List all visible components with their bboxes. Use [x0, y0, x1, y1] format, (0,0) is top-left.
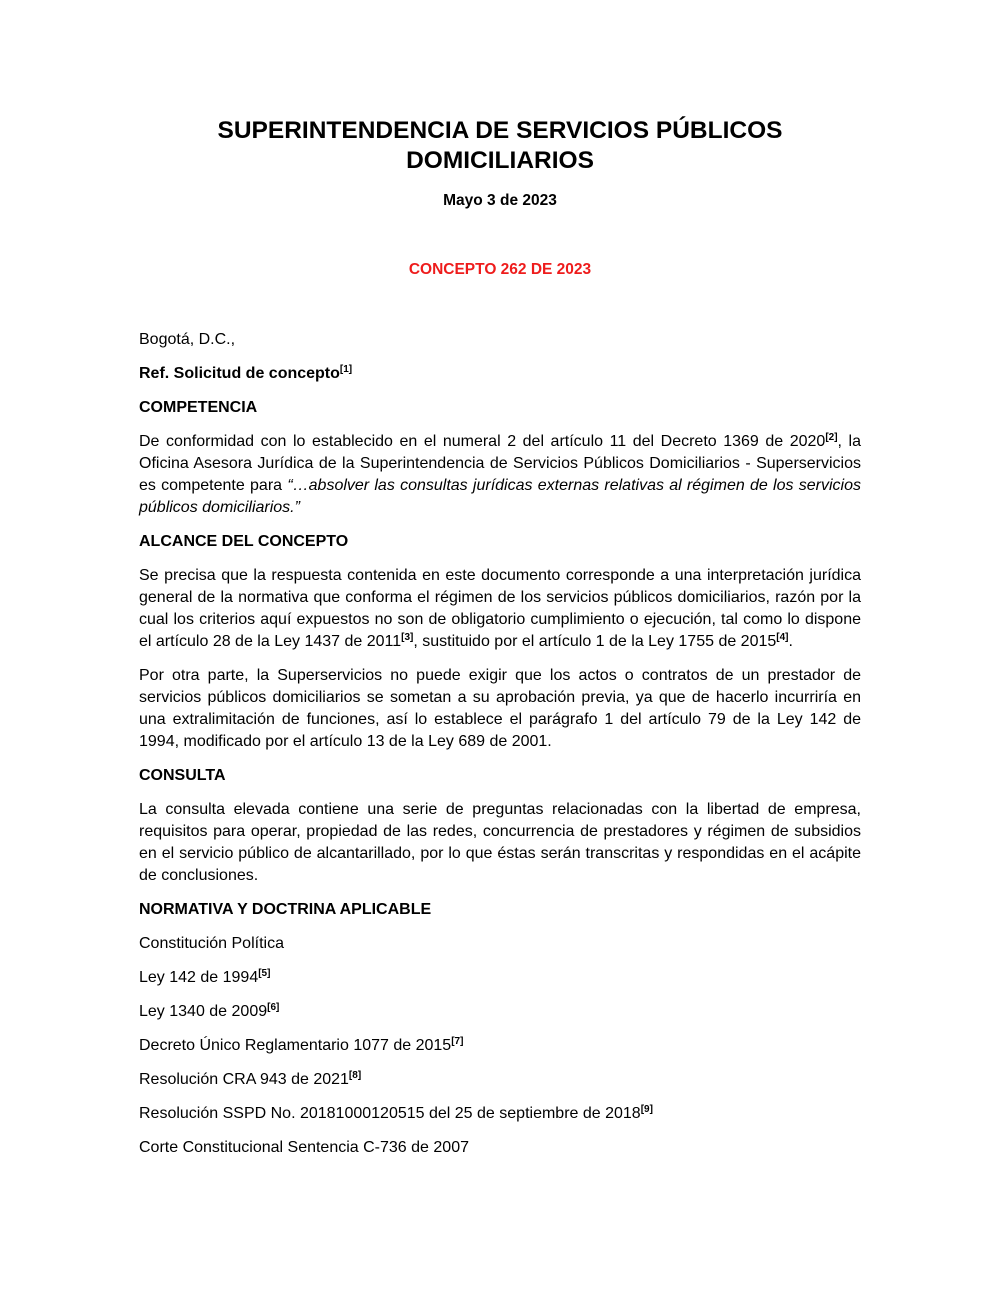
normativa-item: [139, 933, 861, 955]
footnote-ref-3[interactable]: [3]: [401, 632, 414, 643]
footnote-ref-1[interactable]: [1]: [339, 364, 353, 375]
consulta-paragraph: La consulta elevada contiene una serie de preguntas relacionadas con la libertad de empresa, requisitos para operar, propiedad de las redes, concurrencia de prestadores y régimen de subsidios en el servicio público de alcantarillado, por lo que éstas serán transcritas y respondidas en el acápite de conclusiones.: [139, 801, 861, 884]
section-heading-normativa: NORMATIVA Y DOCTRINA APLICABLE: [139, 901, 432, 918]
section-heading-consulta: CONSULTA: [139, 767, 226, 784]
normativa-item-text: Constitución Política: [139, 935, 284, 952]
footnote-ref-9[interactable]: [9]: [640, 1104, 653, 1115]
footnote-ref-6[interactable]: [6]: [267, 1002, 280, 1013]
title-line-2: DOMICILIARIOS: [406, 147, 594, 174]
normativa-item: [139, 967, 861, 989]
normativa-item-text: Ley 142 de 1994: [139, 969, 259, 986]
normativa-item: [139, 1069, 861, 1091]
section-heading-alcance: ALCANCE DEL CONCEPTO: [139, 533, 349, 550]
reference-line: [139, 363, 861, 385]
alcance-paragraph-2: Por otra parte, la Superservicios no puede exigir que los actos o contratos de un prestador de servicios públicos domiciliarios se sometan a su aprobación previa, ya que de hacerlo incurriría en una extralimitación de funciones, así lo establece el parágrafo 1 del artículo 79 de la Ley 142 de 1994, modificado por el artículo 13 de la Ley 689 de 2001.: [139, 667, 861, 750]
competencia-text-2: , la Oficina Asesora Jurídica de la Superintendencia de Servicios Públicos Domiciliarios - Superservicios es competente para: [139, 433, 861, 494]
footnote-ref-2[interactable]: [2]: [825, 432, 838, 443]
document-title: [120, 116, 880, 176]
competencia-paragraph: [139, 431, 861, 519]
section-heading-competencia: COMPETENCIA: [139, 399, 258, 416]
alcance-text-1: Se precisa que la respuesta contenida en este documento corresponde a una interpretación jurídica general de la normativa que conforma el régimen de los servicios públicos domiciliarios, razón por la cual los criterios aquí expuestos no son de obligatorio cumplimiento o ejecución, tal como lo dispone el artículo 28 de la Ley 1437 de 2011: [139, 567, 861, 650]
footnote-ref-4[interactable]: [4]: [776, 632, 789, 643]
footnote-ref-8[interactable]: [8]: [348, 1070, 362, 1081]
normativa-item-text: Ley 1340 de 2009: [139, 1003, 268, 1020]
normativa-item-text: Corte Constitucional Sentencia C-736 de 2007: [139, 1139, 469, 1156]
normativa-item: [139, 1137, 861, 1159]
normativa-item-text: Resolución SSPD No. 20181000120515 del 25 de septiembre de 2018: [139, 1105, 641, 1122]
normativa-item-text: Decreto Único Reglamentario 1077 de 2015: [139, 1037, 452, 1054]
normativa-item: [139, 1001, 861, 1023]
alcance-text-2: , sustituido por el artículo 1 de la Ley 1755 de 2015: [413, 633, 777, 650]
footnote-ref-5[interactable]: [5]: [258, 968, 271, 979]
alcance-paragraph-1: [139, 565, 861, 653]
concept-number: CONCEPTO 262 DE 2023: [408, 261, 592, 278]
alcance-text-3: .: [788, 633, 793, 650]
city-line: Bogotá, D.C.,: [139, 331, 236, 348]
normativa-item: [139, 1103, 861, 1125]
document-body: [139, 329, 861, 1171]
footnote-ref-7[interactable]: [7]: [451, 1036, 464, 1047]
reference-text: Ref. Solicitud de concepto: [139, 365, 340, 382]
normativa-item-text: Resolución CRA 943 de 2021: [139, 1071, 349, 1088]
document-date: Mayo 3 de 2023: [443, 192, 557, 209]
competencia-quote: “…absolver las consultas jurídicas externas relativas al régimen de los servicios públicos domiciliarios.”: [139, 477, 861, 516]
competencia-text-1: De conformidad con lo establecido en el numeral 2 del artículo 11 del Decreto 1369 de 2020: [139, 433, 826, 450]
title-line-1: SUPERINTENDENCIA DE SERVICIOS PÚBLICOS: [217, 117, 783, 144]
normativa-item: [139, 1035, 861, 1057]
